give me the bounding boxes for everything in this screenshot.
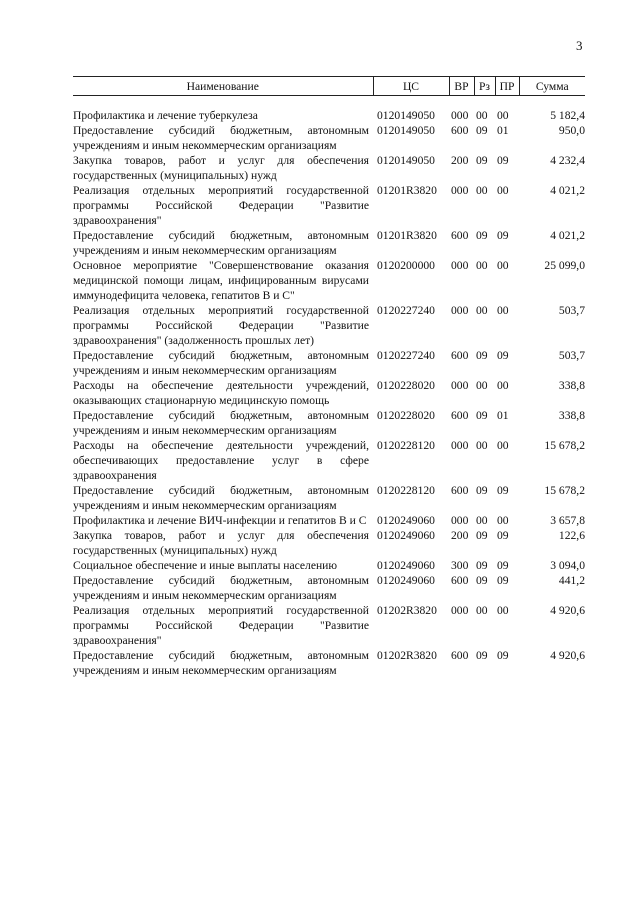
table-header-row — [73, 77, 585, 96]
cell-sum: 503,7 — [558, 349, 585, 362]
table-row — [73, 513, 585, 528]
cell-vr: 600 — [451, 349, 469, 362]
cell-pr: 00 — [497, 259, 509, 272]
cell-pr: 01 — [497, 409, 509, 422]
cell-rz: 09 — [476, 529, 488, 542]
cell-rz: 09 — [476, 124, 488, 137]
cell-sum: 4 920,6 — [550, 604, 585, 617]
cell-rz: 00 — [476, 439, 488, 452]
table-row — [73, 258, 585, 303]
cell-cs: 01201R3820 — [377, 229, 437, 242]
cell-pr: 09 — [497, 154, 509, 167]
cell-sum: 338,8 — [558, 379, 585, 392]
table-row — [73, 483, 585, 513]
cell-vr: 000 — [451, 604, 469, 617]
cell-rz: 09 — [476, 559, 488, 572]
cell-name: Социальное обеспечение и иные выплаты населению — [73, 559, 338, 572]
cell-sum: 15 678,2 — [544, 484, 585, 497]
cell-rz: 00 — [476, 259, 488, 272]
cell-sum: 338,8 — [558, 409, 585, 422]
cell-name: Реализация отдельных мероприятий государственной программы Российской Федерации "Развитие здравоохранения" — [73, 604, 369, 647]
cell-vr: 000 — [451, 514, 469, 527]
cell-sum: 5 182,4 — [550, 109, 585, 122]
cell-sum: 25 099,0 — [544, 259, 585, 272]
cell-sum: 503,7 — [558, 304, 585, 317]
cell-pr: 09 — [497, 649, 509, 662]
cell-cs: 01202R3820 — [377, 604, 437, 617]
cell-name: Профилактика и лечение ВИЧ-инфекции и гепатитов В и С — [73, 514, 367, 527]
cell-name: Предоставление субсидий бюджетным, автономным учреждениям и иным некоммерческим организациям — [73, 649, 369, 677]
cell-sum: 4 232,4 — [550, 154, 585, 167]
cell-pr: 09 — [497, 229, 509, 242]
cell-vr: 000 — [451, 184, 469, 197]
cell-sum: 4 021,2 — [550, 229, 585, 242]
cell-pr: 00 — [497, 109, 509, 122]
cell-cs: 0120228020 — [377, 409, 435, 422]
cell-rz: 00 — [476, 184, 488, 197]
cell-vr: 000 — [451, 304, 469, 317]
cell-cs: 0120227240 — [377, 304, 435, 317]
cell-sum: 950,0 — [558, 124, 585, 137]
cell-rz: 00 — [476, 109, 488, 122]
cell-name: Основное мероприятие "Совершенствование оказания медицинской помощи лицам, инфицированным вирусами иммунодефицита человека, гепатитов В и С" — [73, 259, 369, 302]
cell-vr: 600 — [451, 484, 469, 497]
cell-vr: 000 — [451, 259, 469, 272]
cell-pr: 09 — [497, 574, 509, 587]
cell-vr: 600 — [451, 409, 469, 422]
table-row — [73, 408, 585, 438]
budget-table — [73, 76, 585, 678]
table-row — [73, 528, 585, 558]
cell-cs: 0120249060 — [377, 529, 435, 542]
cell-vr: 600 — [451, 574, 469, 587]
cell-rz: 00 — [476, 514, 488, 527]
cell-name: Профилактика и лечение туберкулеза — [73, 109, 258, 122]
table-row — [73, 96, 585, 124]
table-row — [73, 573, 585, 603]
cell-name: Предоставление субсидий бюджетным, автономным учреждениям и иным некоммерческим организациям — [73, 409, 369, 437]
cell-name: Закупка товаров, работ и услуг для обеспечения государственных (муниципальных) нужд — [73, 154, 369, 182]
cell-cs: 0120149050 — [377, 154, 435, 167]
cell-sum: 4 920,6 — [550, 649, 585, 662]
cell-name: Реализация отдельных мероприятий государственной программы Российской Федерации "Развитие здравоохранения" (задолженность прошлых лет) — [73, 304, 369, 347]
cell-cs: 0120228020 — [377, 379, 435, 392]
cell-vr: 200 — [451, 154, 469, 167]
cell-pr: 09 — [497, 559, 509, 572]
cell-sum: 3 657,8 — [550, 514, 585, 527]
table-row — [73, 378, 585, 408]
cell-cs: 0120149050 — [377, 109, 435, 122]
cell-pr: 01 — [497, 124, 509, 137]
cell-cs: 0120249060 — [377, 574, 435, 587]
cell-cs: 0120228120 — [377, 439, 435, 452]
cell-sum: 3 094,0 — [550, 559, 585, 572]
cell-vr: 600 — [451, 649, 469, 662]
cell-cs: 01201R3820 — [377, 184, 437, 197]
cell-vr: 600 — [451, 124, 469, 137]
table-body — [73, 96, 585, 679]
header-sum: Сумма — [519, 77, 585, 96]
cell-cs: 0120249060 — [377, 559, 435, 572]
table-row — [73, 603, 585, 648]
cell-sum: 15 678,2 — [544, 439, 585, 452]
table-row — [73, 228, 585, 258]
cell-rz: 09 — [476, 574, 488, 587]
cell-rz: 09 — [476, 409, 488, 422]
cell-name: Предоставление субсидий бюджетным, автономным учреждениям и иным некоммерческим организациям — [73, 124, 369, 152]
header-cs: ЦС — [373, 77, 449, 96]
page-number: 3 — [576, 38, 583, 53]
cell-name: Предоставление субсидий бюджетным, автономным учреждениям и иным некоммерческим организациям — [73, 484, 369, 512]
cell-name: Закупка товаров, работ и услуг для обеспечения государственных (муниципальных) нужд — [73, 529, 369, 557]
cell-rz: 00 — [476, 304, 488, 317]
cell-rz: 00 — [476, 604, 488, 617]
cell-name: Расходы на обеспечение деятельности учреждений, оказывающих стационарную медицинскую помощь — [73, 379, 369, 407]
cell-rz: 09 — [476, 649, 488, 662]
cell-pr: 00 — [497, 304, 509, 317]
cell-cs: 0120227240 — [377, 349, 435, 362]
header-rz: Рз — [474, 77, 495, 96]
cell-pr: 00 — [497, 439, 509, 452]
table-row — [73, 438, 585, 483]
cell-vr: 200 — [451, 529, 469, 542]
cell-pr: 00 — [497, 184, 509, 197]
cell-vr: 000 — [451, 379, 469, 392]
cell-sum: 4 021,2 — [550, 184, 585, 197]
cell-sum: 441,2 — [558, 574, 585, 587]
cell-sum: 122,6 — [558, 529, 585, 542]
cell-pr: 00 — [497, 514, 509, 527]
cell-name: Расходы на обеспечение деятельности учреждений, обеспечивающих предоставление услуг в сфере здравоохранения — [73, 439, 369, 482]
cell-pr: 09 — [497, 484, 509, 497]
table-row — [73, 303, 585, 348]
header-name: Наименование — [73, 77, 373, 96]
cell-cs: 01202R3820 — [377, 649, 437, 662]
cell-pr: 00 — [497, 604, 509, 617]
cell-cs: 0120149050 — [377, 124, 435, 137]
cell-rz: 09 — [476, 349, 488, 362]
cell-name: Предоставление субсидий бюджетным, автономным учреждениям и иным некоммерческим организациям — [73, 349, 369, 377]
cell-name: Предоставление субсидий бюджетным, автономным учреждениям и иным некоммерческим организациям — [73, 574, 369, 602]
table-row — [73, 123, 585, 153]
cell-vr: 300 — [451, 559, 469, 572]
cell-vr: 000 — [451, 439, 469, 452]
table-row — [73, 648, 585, 678]
cell-name: Предоставление субсидий бюджетным, автономным учреждениям и иным некоммерческим организациям — [73, 229, 369, 257]
cell-rz: 09 — [476, 229, 488, 242]
cell-pr: 09 — [497, 529, 509, 542]
cell-vr: 600 — [451, 229, 469, 242]
cell-rz: 09 — [476, 154, 488, 167]
cell-name: Реализация отдельных мероприятий государственной программы Российской Федерации "Развитие здравоохранения" — [73, 184, 369, 227]
cell-pr: 00 — [497, 379, 509, 392]
cell-rz: 09 — [476, 484, 488, 497]
table-row — [73, 153, 585, 183]
table-row — [73, 183, 585, 228]
cell-rz: 00 — [476, 379, 488, 392]
cell-cs: 0120200000 — [377, 259, 435, 272]
cell-cs: 0120249060 — [377, 514, 435, 527]
header-pr: ПР — [495, 77, 519, 96]
cell-vr: 000 — [451, 109, 469, 122]
cell-cs: 0120228120 — [377, 484, 435, 497]
table-row — [73, 348, 585, 378]
header-vr: ВР — [449, 77, 474, 96]
cell-pr: 09 — [497, 349, 509, 362]
table-row — [73, 558, 585, 573]
